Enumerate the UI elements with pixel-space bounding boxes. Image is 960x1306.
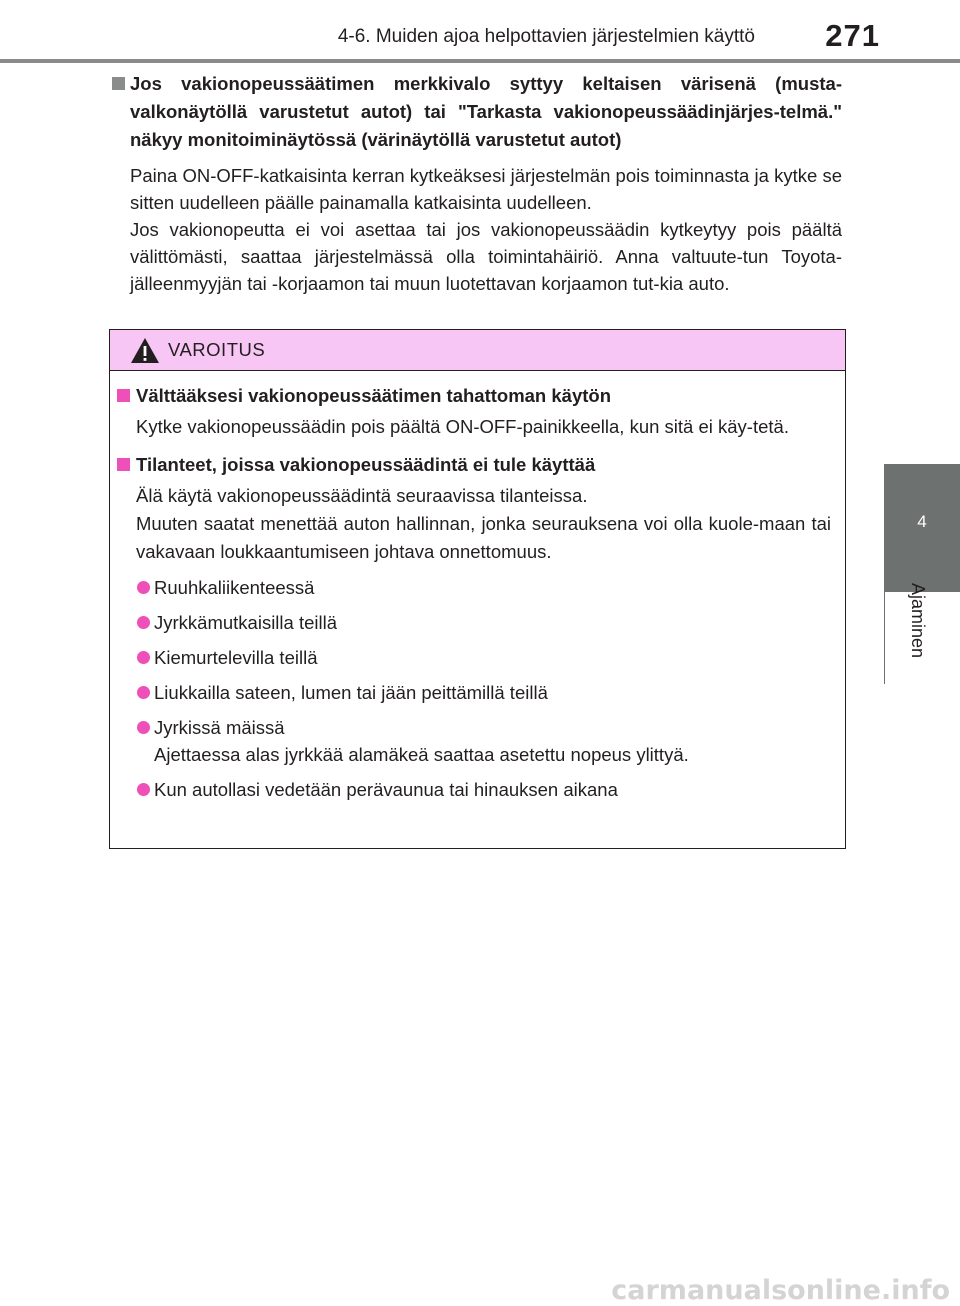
watermark: carmanualsonline.info (611, 1275, 950, 1306)
round-bullet-icon (137, 721, 150, 734)
warning-body (136, 413, 831, 441)
warning-header (110, 330, 845, 371)
list-item-note: Ajettaessa alas jyrkkää alamäkeä saattaa asetettu nopeus ylittyä. (154, 744, 689, 765)
warning-content (110, 382, 845, 811)
warning-subheading (117, 451, 845, 478)
round-bullet-icon (137, 616, 150, 629)
round-bullet-icon (137, 686, 150, 699)
page-number: 271 (825, 18, 880, 53)
warning-body (136, 482, 831, 566)
warning-box (109, 329, 846, 849)
warning-subheading-text: Tilanteet, joissa vakionopeussäädintä ei tule käyttää (136, 454, 596, 475)
chapter-tab-number: 4 (917, 512, 927, 531)
warning-triangle-icon (130, 337, 160, 364)
warning-bullet-list (110, 574, 845, 803)
section-heading (112, 70, 842, 154)
warning-paragraph: Muuten saatat menettää auton hallinnan, jonka seurauksena voi olla kuole-maan tai vakavaan loukkaantumiseen johtava onnettomuus. (136, 513, 831, 562)
chapter-tab-line (884, 592, 885, 684)
list-item (137, 679, 845, 706)
warning-paragraph: Kytke vakionopeussäädin pois päältä ON-OFF-painikkeella, kun sitä ei käy-tetä. (136, 416, 789, 437)
warning-subheading (117, 382, 845, 409)
round-bullet-icon (137, 651, 150, 664)
running-header: 4-6. Muiden ajoa helpottavien järjestelmien käyttö (337, 26, 755, 47)
section-heading-text: Jos vakionopeussäätimen merkkivalo syttyy keltaisen värisenä (musta-valkonäytöllä varustetut autot) tai "Tarkasta vakionopeussäädinjärjes-telmä." näkyy monitoiminäytössä (värinäytöllä varustetut autot) (130, 73, 842, 150)
warning-paragraph: Älä käytä vakionopeussäädintä seuraavissa tilanteissa. (136, 485, 588, 506)
list-item-text: Liukkailla sateen, lumen tai jään peittämillä teillä (154, 682, 548, 703)
list-item-text: Kiemurtelevilla teillä (154, 647, 318, 668)
list-item (137, 609, 845, 636)
list-item-text: Jyrkkämutkaisilla teillä (154, 612, 337, 633)
square-bullet-icon (117, 389, 130, 402)
warning-subheading-text: Välttääksesi vakionopeussäätimen tahattoman käytön (136, 385, 612, 406)
chapter-tab-label: Ajaminen (908, 583, 928, 659)
round-bullet-icon (137, 581, 150, 594)
list-item-body (154, 714, 689, 768)
square-bullet-icon (112, 77, 125, 90)
list-item-text: Ruuhkaliikenteessä (154, 577, 315, 598)
warning-label: VAROITUS (168, 339, 266, 360)
list-item-text: Kun autollasi vedetään perävaunua tai hinauksen aikana (154, 779, 618, 800)
list-item (137, 644, 845, 671)
list-item (137, 776, 845, 803)
round-bullet-icon (137, 783, 150, 796)
section-paragraph: Paina ON-OFF-katkaisinta kerran kytkeäksesi järjestelmän pois toiminnasta ja kytke se sitten uudelleen päälle painamalla katkaisinta uudelleen. (130, 165, 842, 213)
list-item (137, 574, 845, 601)
section-paragraph: Jos vakionopeutta ei voi asettaa tai jos vakionopeussäädin kytkeytyy pois päältä välittömästi, saattaa järjestelmässä olla toimintahäiriö. Anna valtuute-tun Toyota-jälleenmyyjän tai -korjaamon tai muun luotettavan korjaamon tut-kia auto. (130, 219, 842, 294)
square-bullet-icon (117, 458, 130, 471)
list-item (137, 714, 845, 768)
header-rule (0, 59, 960, 63)
main-section (112, 70, 842, 297)
section-body (130, 162, 842, 297)
list-item-text: Jyrkissä mäissä (154, 717, 285, 738)
